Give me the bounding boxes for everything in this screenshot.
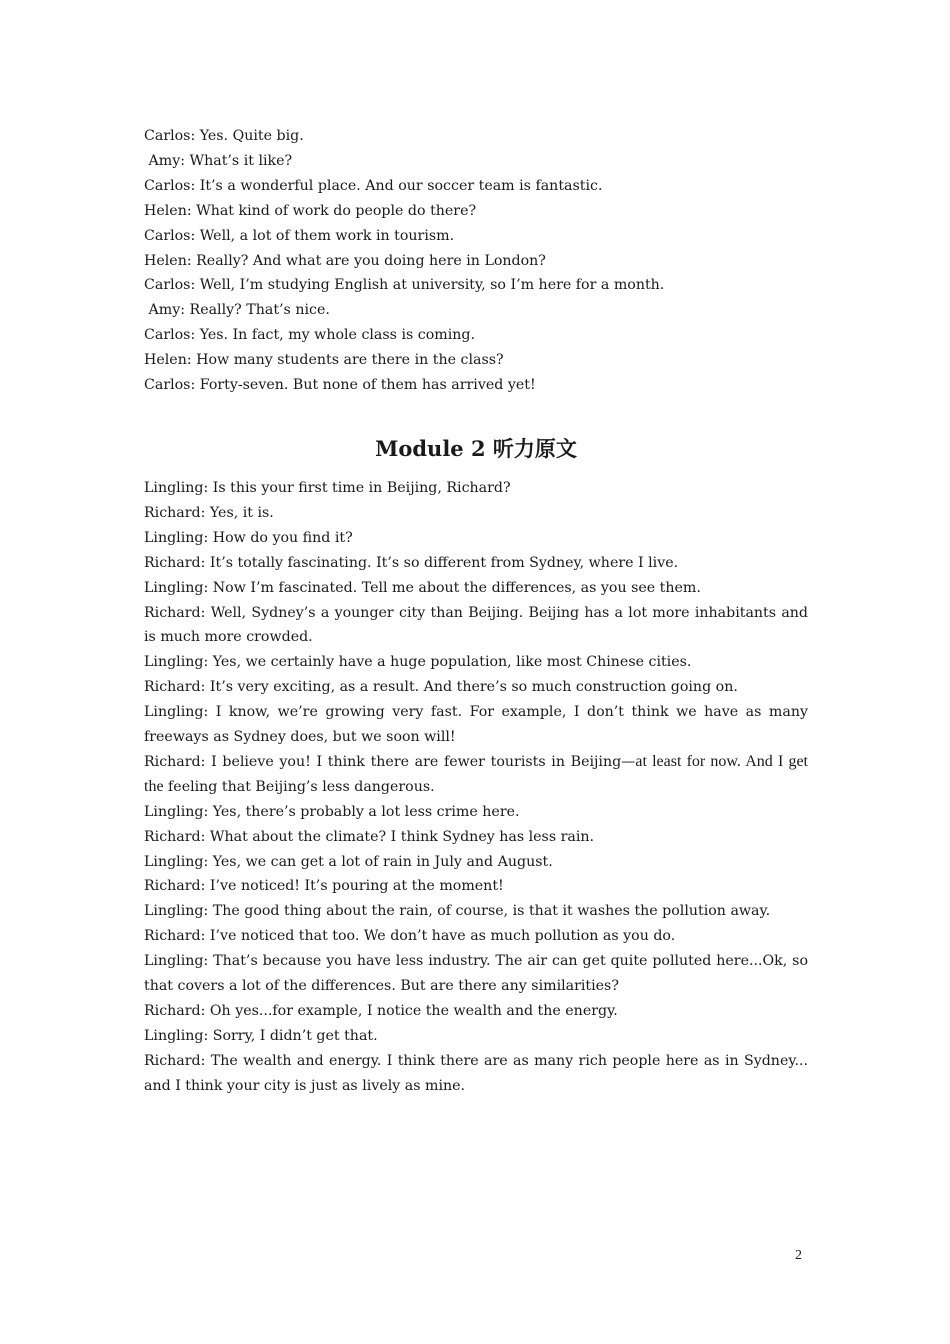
dialogue-line: Helen: How many students are there in the class? — [144, 352, 504, 369]
dialogue-paragraph: Richard: Yes, it is. — [144, 504, 274, 521]
page-content — [144, 124, 808, 1099]
dialogue-line: Carlos: Yes. In fact, my whole class is coming. — [144, 327, 475, 344]
dialogue-paragraph: Lingling: Sorry, I didn’t get that. — [144, 1027, 378, 1044]
dialogue-line: Carlos: Well, a lot of them work in tourism. — [144, 227, 455, 244]
dialogue-line: Carlos: Yes. Quite big. — [144, 128, 304, 144]
dialogue-line: Carlos: It’s a wonderful place. And our soccer team is fantastic. — [144, 177, 603, 194]
dialogue-paragraph: Richard: It’s very exciting, as a result. And there’s so much construction going on. — [144, 679, 738, 696]
dialogue-paragraph: Lingling: Yes, we certainly have a huge population, like most Chinese cities. — [144, 654, 692, 671]
module-title: Module 2 听力原文 — [375, 435, 577, 461]
dialogue-line: Helen: What kind of work do people do there? — [144, 202, 477, 219]
dialogue-paragraph: Richard: I’ve noticed! It’s pouring at the moment! — [144, 878, 504, 895]
dialogue-paragraph-mixed — [144, 750, 808, 800]
top-dialogue — [144, 124, 808, 398]
dialogue-paragraph: Lingling: Now I’m fascinated. Tell me about the differences, as you see them. — [144, 579, 701, 596]
dialogue-line: Amy: What’s it like? — [144, 152, 293, 169]
dialogue-paragraph: Richard: What about the climate? I think Sydney has less rain. — [144, 828, 595, 845]
dialogue-paragraph: Richard: It’s totally fascinating. It’s so different from Sydney, where I live. — [144, 554, 679, 571]
dialogue-paragraph: Richard: Well, Sydney’s a younger city than Beijing. Beijing has a lot more inhabitants and is much more crowded. — [144, 604, 808, 646]
dialogue-paragraph: Lingling: That’s because you have less industry. The air can get quite polluted here...Ok, so that covers a lot of the differences. But are there any similarities? — [144, 953, 808, 995]
dialogue-paragraph: Lingling: I know, we’re growing very fast. For example, I don’t think we have as many freeways as Sydney does, but we soon will! — [144, 704, 808, 746]
dialogue-paragraph: Lingling: How do you find it? — [144, 529, 353, 546]
dialogue-paragraph: Lingling: Yes, we can get a lot of rain in July and August. — [144, 853, 553, 870]
dialogue-text-part: feeling that Beijing’s less dangerous. — [163, 778, 435, 795]
dialogue-line: Helen: Really? And what are you doing here in London? — [144, 252, 546, 269]
dialogue-line: Carlos: Forty-seven. But none of them has arrived yet! — [144, 377, 536, 394]
dialogue-paragraph: Richard: The wealth and energy. I think there are as many rich people here as in Sydney... and I think your city is just as lively as mine. — [144, 1052, 808, 1094]
dialogue-paragraph: Richard: Oh yes...for example, I notice the wealth and the energy. — [144, 1003, 618, 1019]
dialogue-text-part: at least for now. And I get the — [144, 752, 808, 795]
dialogue-text-part: Richard: I believe you! I think there are fewer tourists in Beijing— — [144, 753, 636, 770]
dialogue-paragraph: Lingling: The good thing about the rain, of course, is that it washes the pollution away. — [144, 903, 771, 920]
dialogue-line: Carlos: Well, I’m studying English at university, so I’m here for a month. — [144, 277, 665, 294]
dialogue-paragraph: Lingling: Yes, there’s probably a lot less crime here. — [144, 803, 520, 820]
dialogue-paragraph: Lingling: Is this your first time in Beijing, Richard? — [144, 479, 511, 496]
page-number: 2 — [795, 1248, 802, 1263]
dialogue-paragraph: Richard: I’ve noticed that too. We don’t have as much pollution as you do. — [144, 928, 676, 945]
dialogue-line: Amy: Really? That’s nice. — [144, 302, 330, 319]
module-dialogue — [144, 476, 808, 1099]
